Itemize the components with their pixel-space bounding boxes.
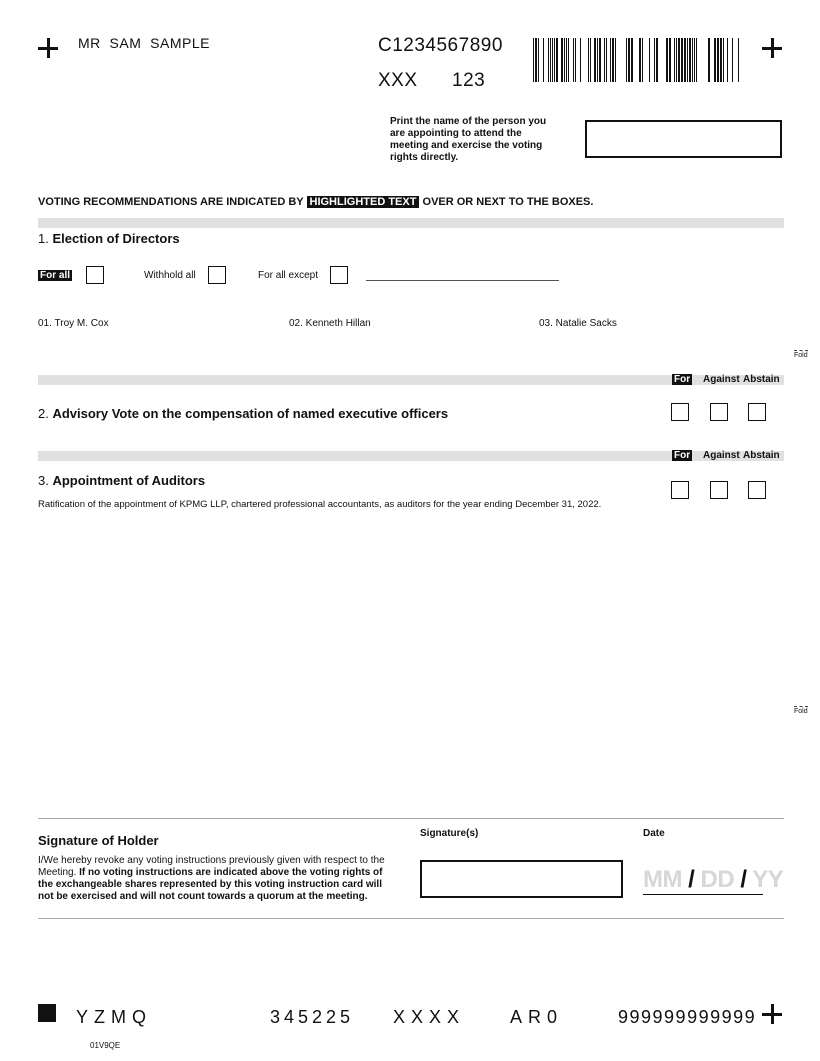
section-title-advisory	[38, 406, 448, 421]
column-header-abstain: Abstain	[743, 450, 780, 461]
fold-mark: Fold	[794, 708, 808, 715]
auditors-description: Ratification of the appointment of KPMG LLP, chartered professional accountants, as auditors for the year ending December 31, 2022.	[38, 499, 602, 510]
for-all-checkbox[interactable]	[86, 266, 104, 284]
account-prefix: XXX	[378, 70, 418, 91]
column-header-for	[672, 374, 692, 385]
advisory-abstain-checkbox[interactable]	[748, 403, 766, 421]
signature-title: Signature of Holder	[38, 833, 159, 848]
except-names-input[interactable]	[366, 270, 559, 281]
signature-box[interactable]	[420, 860, 623, 898]
for-highlight: For	[674, 374, 691, 385]
section-title-auditors	[38, 473, 205, 488]
account-sequence: 123	[452, 70, 486, 91]
date-separator: /	[688, 866, 695, 893]
holder-name: MR SAM SAMPLE	[78, 35, 210, 51]
section-number: 3.	[38, 473, 49, 488]
registration-mark-icon	[38, 38, 58, 58]
form-id: 01V9QE	[90, 1041, 121, 1050]
section-title-text: Appointment of Auditors	[52, 473, 206, 488]
director-name: 01. Troy M. Cox	[38, 318, 109, 329]
date-label: Date	[643, 828, 665, 839]
auditors-abstain-checkbox[interactable]	[748, 481, 766, 499]
statement-bold: If no voting instructions are indicated above the voting rights of the exchangeable shares represented by this voting instruction card will not be exercised and will not count towards a quorum at the meeting.	[38, 867, 383, 902]
fold-mark: Fold	[794, 352, 808, 359]
for-all-label-text: For all	[40, 270, 71, 281]
column-header-against: Against	[703, 374, 740, 385]
advisory-for-checkbox[interactable]	[671, 403, 689, 421]
date-day-placeholder: DD	[700, 866, 735, 893]
alignment-square-icon	[38, 1004, 56, 1022]
recommendation-text: VOTING RECOMMENDATIONS ARE INDICATED BY	[38, 196, 304, 208]
for-all-except-checkbox[interactable]	[330, 266, 348, 284]
account-number: C1234567890	[378, 35, 503, 56]
registration-mark-icon	[762, 38, 782, 58]
section-title-election	[38, 231, 180, 246]
date-month-placeholder: MM	[643, 866, 682, 893]
for-all-except-label: For all except	[258, 270, 319, 281]
footer-code: AR0	[510, 1007, 564, 1027]
withhold-all-label: Withhold all	[144, 270, 196, 281]
withhold-all-checkbox[interactable]	[208, 266, 226, 284]
director-name: 03. Natalie Sacks	[539, 318, 617, 329]
column-header-for	[672, 450, 692, 461]
for-highlight: For	[674, 450, 691, 461]
footer-code: 999999999999	[618, 1007, 757, 1027]
date-year-placeholder: YY	[752, 866, 784, 893]
voting-recommendation-note	[38, 196, 593, 208]
footer-code: YZMQ	[76, 1007, 152, 1027]
footer-code: 345225	[270, 1007, 355, 1027]
signature-label: Signature(s)	[420, 828, 479, 839]
signature-bottom-rule	[38, 918, 784, 919]
signature-top-rule	[38, 818, 784, 819]
statement-normal: I/We hereby revoke any voting instructions previously given with respect to the Meeting.	[38, 855, 385, 878]
auditors-against-checkbox[interactable]	[710, 481, 728, 499]
date-field[interactable]	[643, 866, 784, 895]
highlighted-text-sample: HIGHLIGHTED TEXT	[307, 196, 420, 208]
footer-code: XXXX	[393, 1007, 466, 1027]
section-divider	[38, 218, 784, 228]
for-all-label	[38, 270, 72, 281]
proxy-name-input[interactable]	[585, 120, 782, 158]
date-separator: /	[740, 866, 747, 893]
director-name: 02. Kenneth Hillan	[289, 318, 371, 329]
auditors-for-checkbox[interactable]	[671, 481, 689, 499]
barcode-icon	[533, 38, 741, 82]
recommendation-text-end: OVER OR NEXT TO THE BOXES.	[422, 196, 594, 208]
section-number: 2.	[38, 406, 49, 421]
section-number: 1.	[38, 231, 49, 246]
signature-statement	[38, 855, 400, 903]
section-title-text: Election of Directors	[52, 231, 180, 246]
section-title-text: Advisory Vote on the compensation of named executive officers	[52, 406, 449, 421]
column-header-abstain: Abstain	[743, 374, 780, 385]
advisory-against-checkbox[interactable]	[710, 403, 728, 421]
registration-mark-icon	[762, 1004, 782, 1024]
proxy-instruction: Print the name of the person you are appointing to attend the meeting and exercise the voting rights directly.	[390, 116, 547, 163]
column-header-against: Against	[703, 450, 740, 461]
